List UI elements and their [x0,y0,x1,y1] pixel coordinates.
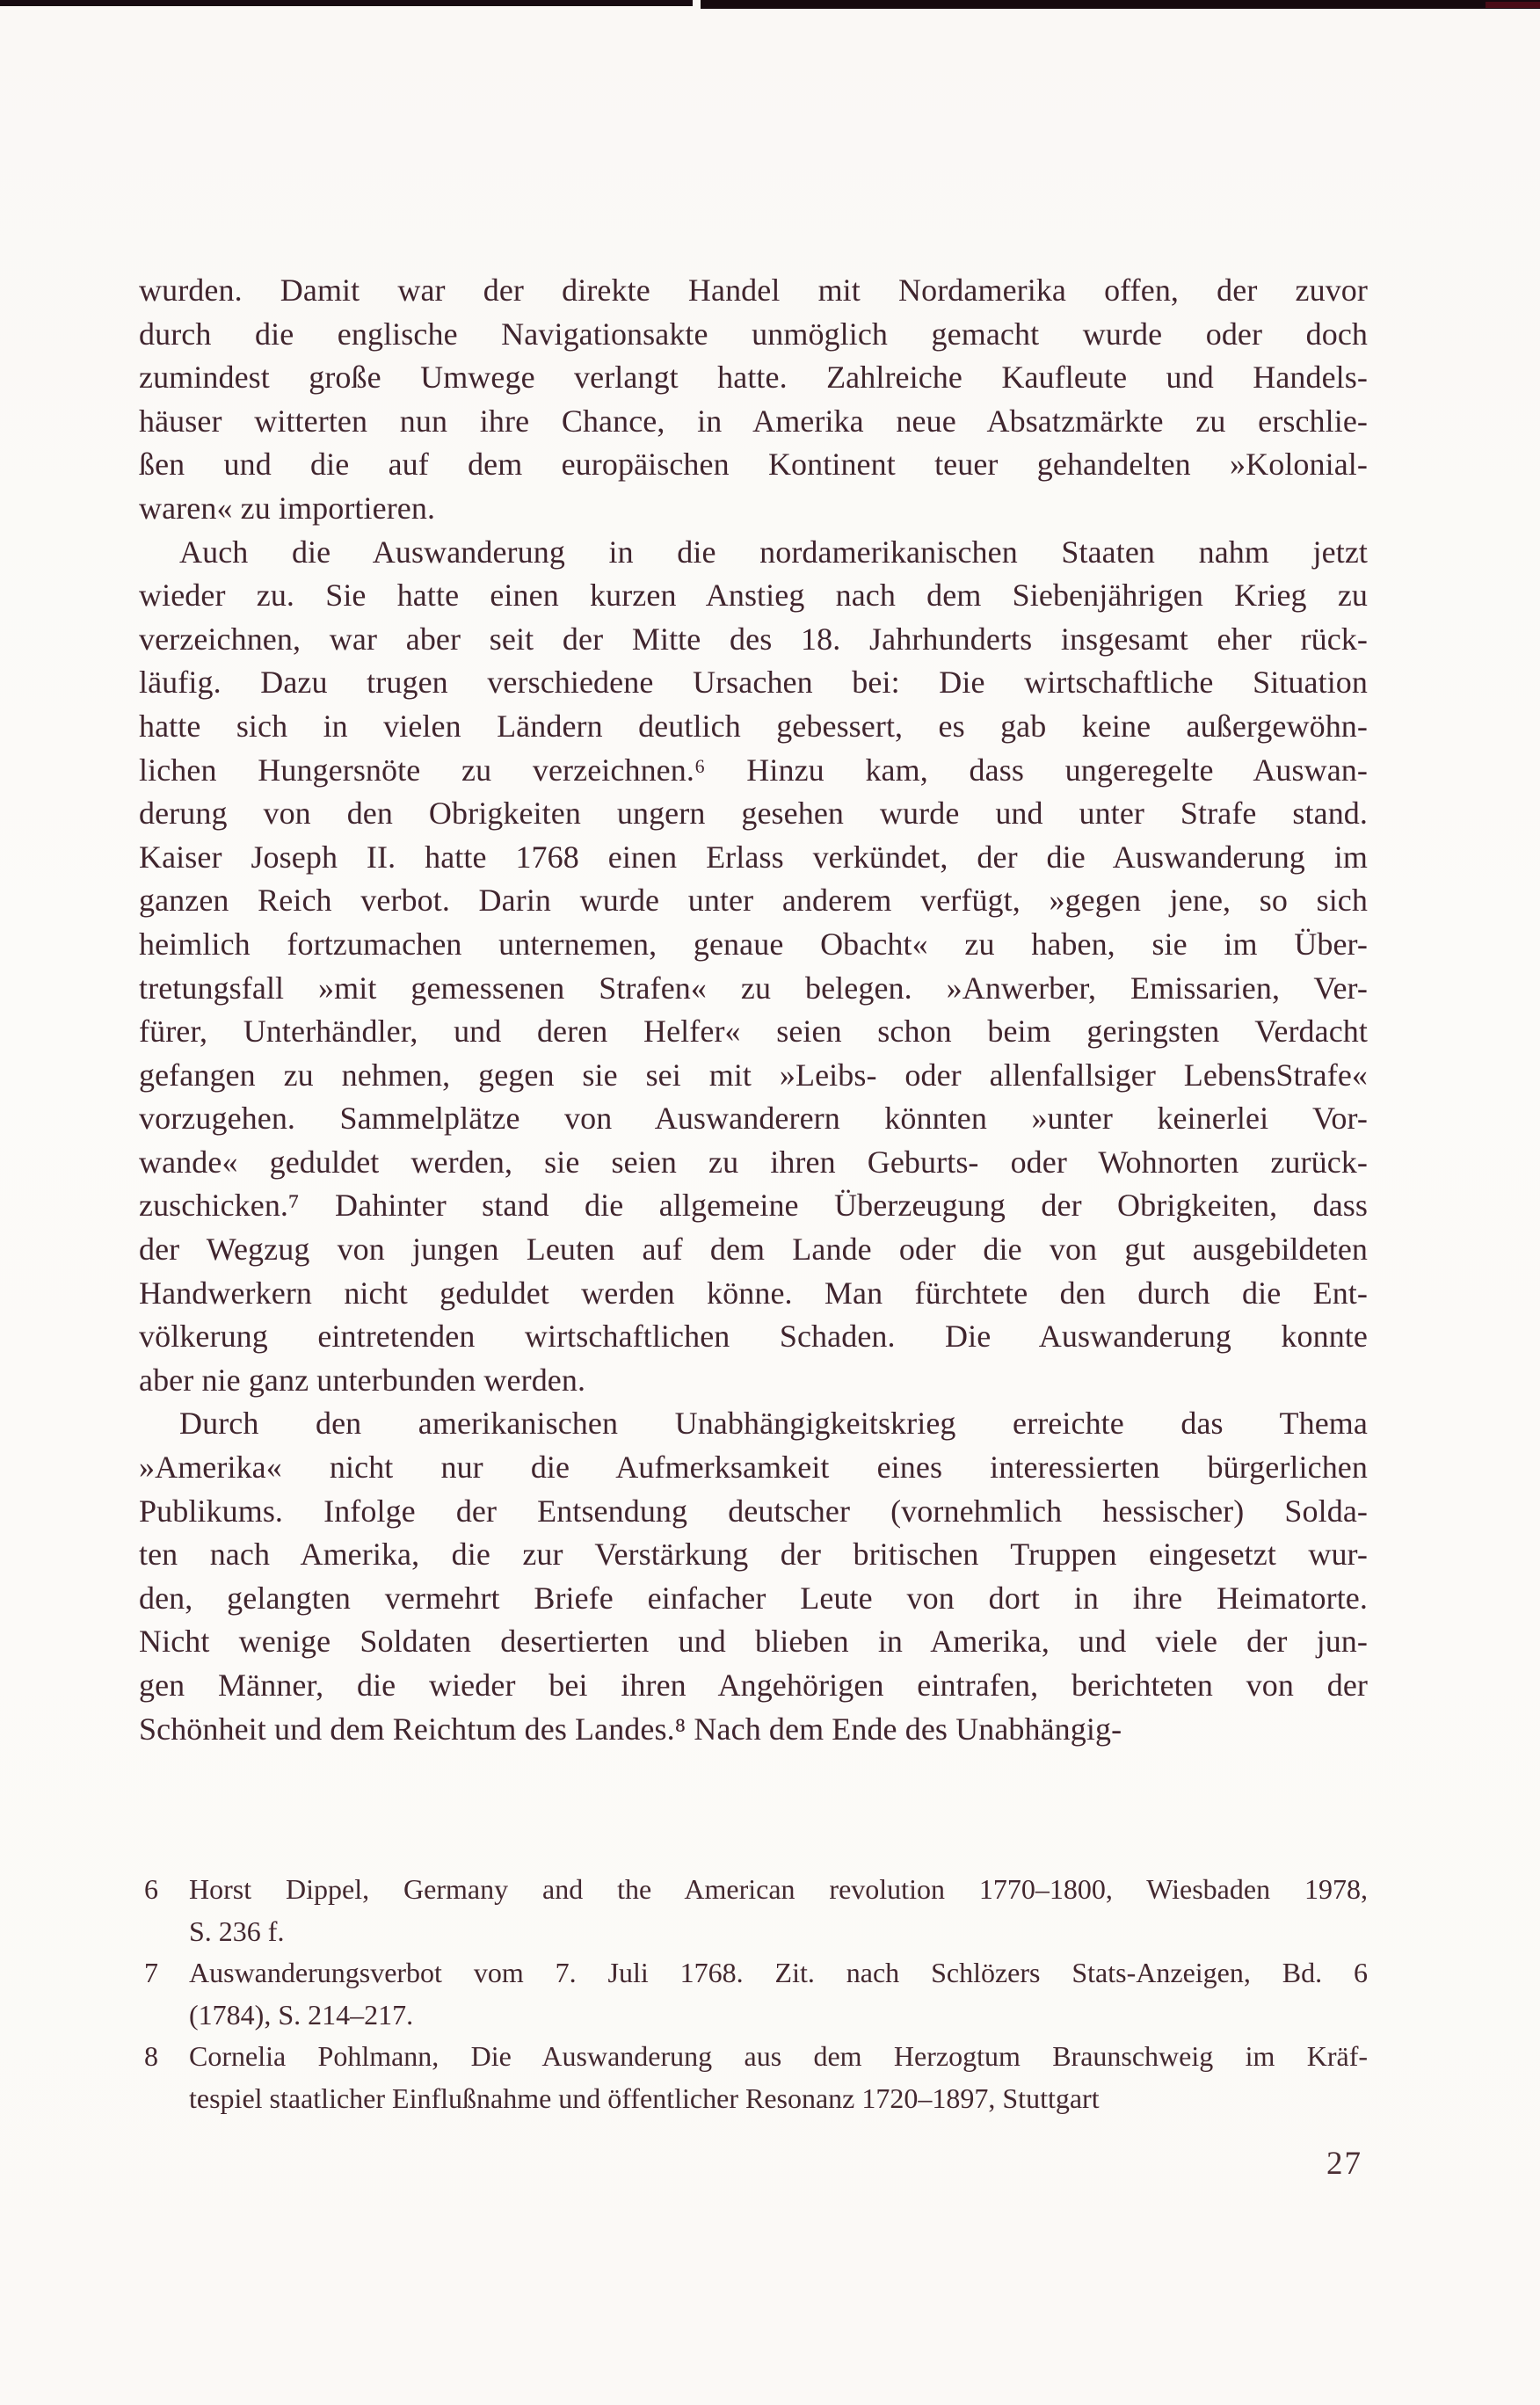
text-line: heimlich fortzumachen unternemen, genaue Obacht« zu haben, sie im Über- [139,926,1368,962]
text-line: verzeichnen, war aber seit der Mitte des 18. Jahrhunderts insgesamt eher rück- [139,621,1368,657]
text-line: derung von den Obrigkeiten ungern gesehen wurde und unter Strafe stand. [139,796,1368,832]
text-line: »Amerika« nicht nur die Aufmerksamkeit eines interessierten bürgerlichen [139,1450,1368,1486]
footnote [139,2036,1368,2119]
text-line: Nicht wenige Soldaten desertierten und blieben in Amerika, und viele der jun- [139,1624,1368,1660]
text-line: häuser witterten nun ihre Chance, in Amerika neue Absatzmärkte zu erschlie- [139,403,1368,439]
footnote-line: Cornelia Pohlmann, Die Auswanderung aus dem Herzogtum Braunschweig im Kräf- [189,2040,1368,2072]
page-number: 27 [1326,2146,1362,2182]
text-line: Auch die Auswanderung in die nordamerikanischen Staaten nahm jetzt [179,534,1368,570]
footnote-line: Horst Dippel, Germany and the American revolution 1770–1800, Wiesbaden 1978, [189,1873,1368,1905]
text-line: tretungsfall »mit gemessenen Strafen« zu belegen. »Anwerber, Emissarien, Ver- [139,970,1368,1006]
text-line: ganzen Reich verbot. Darin wurde unter anderem verfügt, »gegen jene, so sich [139,883,1368,919]
text-line: hatte sich in vielen Ländern deutlich gebessert, es gab keine außergewöhn- [139,708,1368,744]
text-line: ßen und die auf dem europäischen Kontinent teuer gehandelten »Kolonial- [139,447,1368,483]
scan-edge-strip [0,0,1540,9]
text-line: Publikums. Infolge der Entsendung deutscher (vornehmlich hessischer) Solda- [139,1493,1368,1529]
body-text [139,269,1368,1751]
text-line: vorzugehen. Sammelplätze von Auswanderern könnten »unter keinerlei Vor- [139,1101,1368,1137]
text-line: wurden. Damit war der direkte Handel mit Nordamerika offen, der zuvor [139,272,1368,308]
footnote-line: Auswanderungsverbot vom 7. Juli 1768. Zit. nach Schlözers Stats-Anzeigen, Bd. 6 [189,1957,1368,1988]
text-line: waren« zu importieren. [139,490,436,526]
text-line: der Wegzug von jungen Leuten auf dem Lande oder die von gut ausgebildeten [139,1232,1368,1268]
text-line: läufig. Dazu trugen verschiedene Ursachen bei: Die wirtschaftliche Situation [139,665,1368,701]
text-line: zumindest große Umwege verlangt hatte. Zahlreiche Kaufleute und Handels- [139,360,1368,396]
text-line: Kaiser Joseph II. hatte 1768 einen Erlass verkündet, der die Auswanderung im [139,839,1368,875]
scan-edge-segment [701,0,1540,9]
text-line: zuschicken.⁷ Dahinter stand die allgemeine Überzeugung der Obrigkeiten, dass [139,1188,1368,1224]
text-line: gen Männer, die wieder bei ihren Angehörigen eintrafen, berichteten von der [139,1668,1368,1703]
text-line: ten nach Amerika, die zur Verstärkung der britischen Truppen eingesetzt wur- [139,1537,1368,1573]
text-line: aber nie ganz unterbunden werden. [139,1362,586,1398]
footnote-line: tespiel staatlicher Einflußnahme und öffentlicher Resonanz 1720–1897, Stuttgart [189,2082,1100,2114]
text-line: Handwerkern nicht geduldet werden könne. Man fürchtete den durch die Ent- [139,1275,1368,1311]
text-line: lichen Hungersnöte zu verzeichnen.⁶ Hinzu kam, dass ungeregelte Auswan- [139,752,1368,788]
footnote-number: 8 [144,2040,158,2072]
text-line: den, gelangten vermehrt Briefe einfacher Leute von dort in ihre Heimatorte. [139,1580,1368,1616]
footnote [139,1952,1368,2036]
text-line: wande« geduldet werden, sie seien zu ihren Geburts- oder Wohnorten zurück- [139,1144,1368,1180]
footnotes-section [139,1869,1368,2119]
footnote-number: 7 [144,1957,158,1988]
text-line: völkerung eintretenden wirtschaftlichen Schaden. Die Auswanderung konnte [139,1319,1368,1355]
text-line: Durch den amerikanischen Unabhängigkeitskrieg erreichte das Thema [179,1406,1368,1442]
text-line: wieder zu. Sie hatte einen kurzen Anstieg nach dem Siebenjährigen Krieg zu [139,578,1368,614]
text-line: fürer, Unterhändler, und deren Helfer« seien schon beim geringsten Verdacht [139,1014,1368,1050]
text-line: durch die englische Navigationsakte unmöglich gemacht wurde oder doch [139,316,1368,352]
scan-edge-segment [0,0,693,6]
text-line: Schönheit und dem Reichtum des Landes.⁸ Nach dem Ende des Unabhängig- [139,1711,1122,1747]
text-line: gefangen zu nehmen, gegen sie sei mit »Leibs- oder allenfallsiger LebensStrafe« [139,1057,1368,1093]
footnote-line: (1784), S. 214–217. [189,1998,414,2031]
footnote [139,1869,1368,1952]
footnote-number: 6 [144,1873,158,1905]
scan-edge-red-mark [1486,2,1540,8]
footnote-line: S. 236 f. [189,1915,285,1947]
